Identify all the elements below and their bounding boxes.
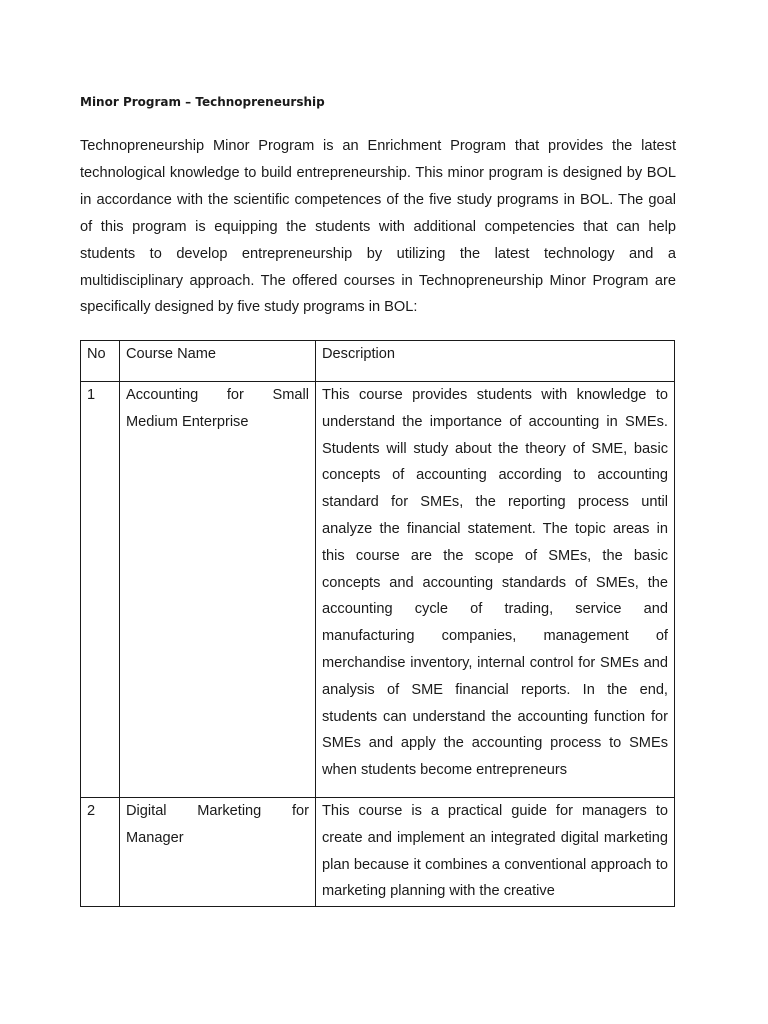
header-no: No	[81, 341, 120, 382]
course-name-word: Digital	[126, 802, 167, 819]
course-name-line	[126, 798, 309, 825]
header-course-name: Course Name	[120, 341, 316, 382]
course-name	[120, 382, 316, 798]
course-name-line: Medium Enterprise	[126, 413, 249, 430]
row-number: 1	[81, 382, 120, 798]
intro-paragraph: Technopreneurship Minor Program is an Enrichment Program that provides the latest technological knowledge to build entrepreneurship. This minor program is designed by BOL in accordance with the scientific competences of the five study programs in BOL. The goal of this program is equipping the students with additional competencies that can help students to develop entrepreneurship by utilizing the latest technology and a multidisciplinary approach. The offered courses in Technopreneurship Minor Program are specifically designed by five study programs in BOL:	[80, 138, 676, 316]
course-description	[316, 797, 675, 906]
course-name-word: Marketing	[197, 802, 262, 819]
table-row	[81, 797, 675, 906]
header-description: Description	[316, 341, 675, 382]
table-header-row	[81, 341, 675, 382]
course-description-text: This course is a practical guide for managers to create and implement an integrated digital marketing plan because it combines a conventional approach to marketing planning with the creative	[322, 802, 668, 900]
course-name	[120, 797, 316, 906]
course-name-word: Small	[272, 387, 309, 403]
course-name-line	[126, 382, 309, 409]
course-name-word: for	[291, 802, 309, 819]
page-title: Minor Program – Technopreneurship	[80, 95, 325, 109]
course-name-word: for	[226, 387, 244, 403]
table-row	[81, 382, 675, 798]
row-number: 2	[81, 797, 120, 906]
courses-table	[80, 340, 675, 907]
course-description: This course provides students with knowledge to understand the importance of accounting in SMEs. Students will study about the theory of SME, basic concepts of accounting according to accounting standard for SMEs, the reporting process until analyze the financial statement. The topic areas in this course are the scope of SMEs, the basic concepts and accounting standards of SMEs, the accounting cycle of trading, service and manufacturing companies, management of merchandise inventory, internal control for SMEs and analysis of SME financial reports. In the end, students can understand the accounting function for SMEs and apply the accounting process to SMEs when students become entrepreneurs	[316, 382, 675, 798]
course-name-word: Accounting	[126, 387, 199, 403]
course-name-line: Manager	[126, 829, 184, 846]
